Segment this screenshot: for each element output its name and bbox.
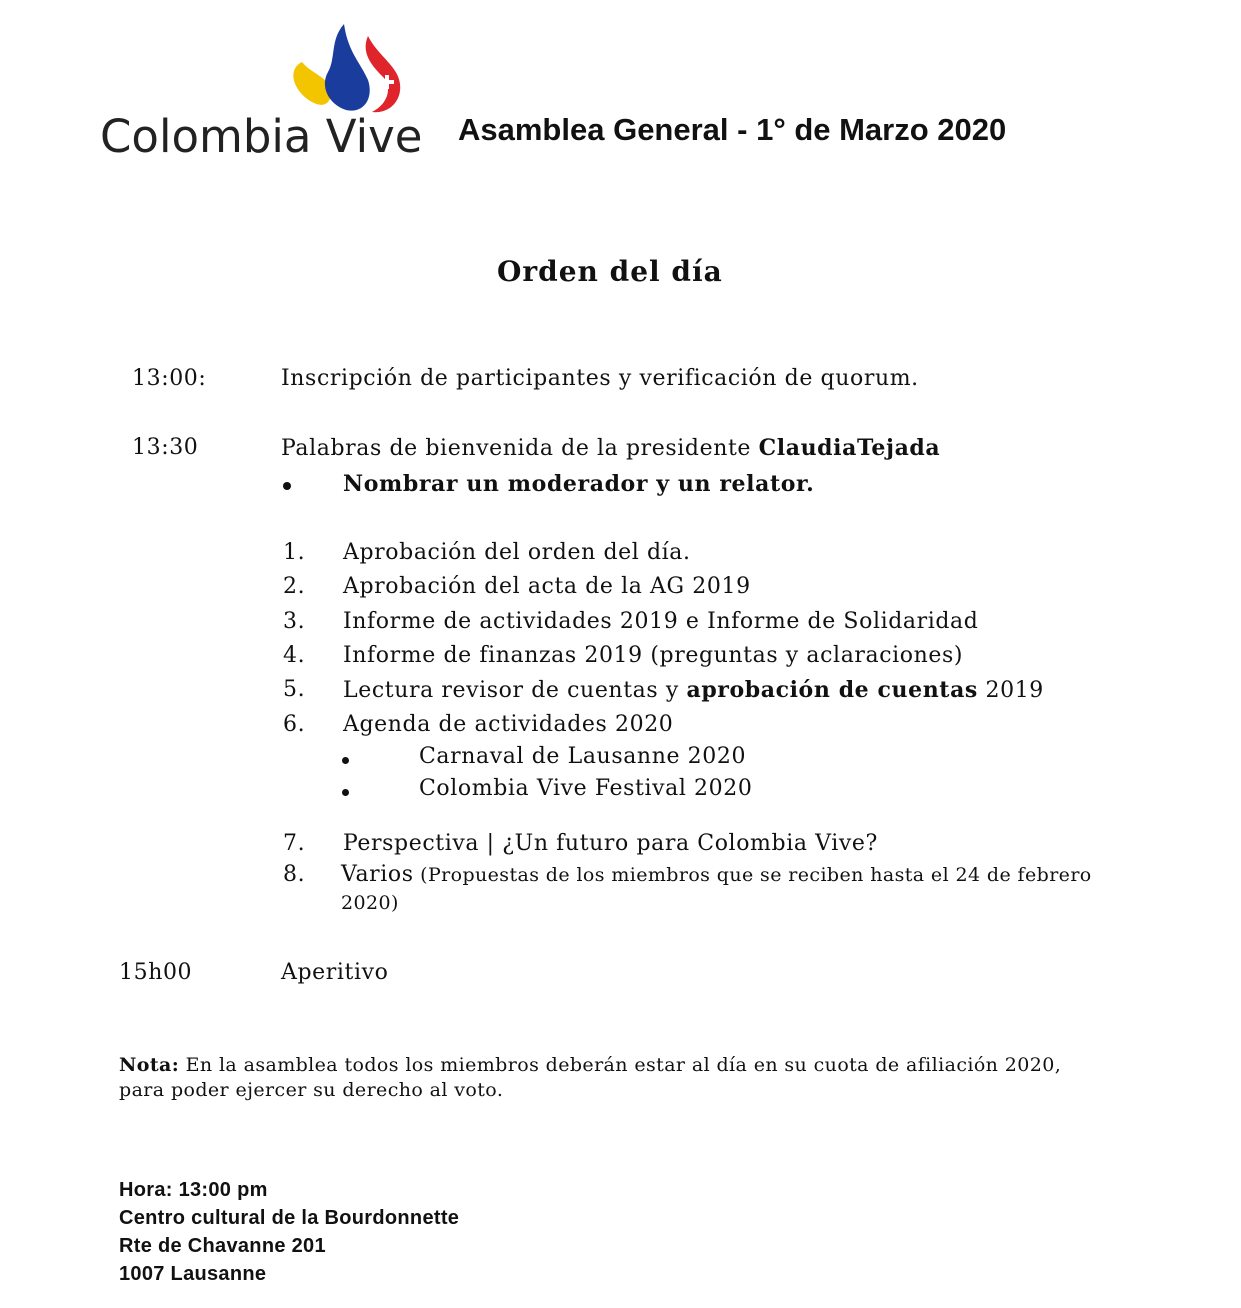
item-text-2: Aprobación del acta de la AG 2019 (343, 574, 751, 599)
time-1300: 13:00: (132, 366, 207, 391)
footer-street: Rte de Chavanne 201 (119, 1235, 326, 1257)
item-5-bold: aprobación de cuentas (686, 677, 978, 703)
item-text-4: Informe de finanzas 2019 (preguntas y aclaraciones) (343, 643, 964, 668)
item-num-3: 3. (283, 609, 306, 634)
item-text-3: Informe de actividades 2019 e Informe de Solidaridad (343, 609, 979, 634)
note-line-2: para poder ejercer su derecho al voto. (119, 1079, 504, 1101)
item-num-1: 1. (283, 540, 306, 565)
schedule-text-1300: Inscripción de participantes y verificación de quorum. (281, 366, 919, 391)
bullet-icon (283, 482, 291, 490)
item-text-5 (343, 677, 1044, 703)
time-1330: 13:30 (132, 435, 199, 460)
time-1500: 15h00 (119, 960, 193, 985)
colombia-vive-logo (98, 22, 428, 163)
item-text-1: Aprobación del orden del día. (343, 540, 691, 565)
item-5-lead: Lectura revisor de cuentas y (343, 678, 687, 703)
item-5-tail: 2019 (977, 678, 1044, 703)
footer-time: Hora: 13:00 pm (119, 1179, 268, 1201)
item-num-6: 6. (283, 712, 306, 737)
sub-item-2: Colombia Vive Festival 2020 (419, 776, 753, 801)
item-num-2: 2. (283, 574, 306, 599)
sub-bullet-icon (342, 789, 349, 796)
schedule-text-1330 (281, 435, 940, 461)
item-num-7: 7. (283, 831, 306, 856)
president-name: ClaudiaTejada (758, 435, 941, 461)
page-title: Orden del día (497, 255, 723, 288)
item-8-detail-line2: 2020) (341, 892, 399, 914)
welcome-text: Palabras de bienvenida de la presidente (281, 436, 759, 461)
bullet-main-text: Nombrar un moderador y un relator. (343, 471, 815, 497)
note-line-1 (119, 1054, 1061, 1076)
schedule-text-1500: Aperitivo (281, 960, 389, 985)
item-num-8: 8. (283, 862, 306, 887)
note-text-1: En la asamblea todos los miembros deberán estar al día en su cuota de afiliación 2020, (179, 1054, 1062, 1076)
footer-venue: Centro cultural de la Bourdonnette (119, 1207, 460, 1229)
footer-city: 1007 Lausanne (119, 1263, 267, 1285)
item-num-4: 4. (283, 643, 306, 668)
header-title: Asamblea General - 1° de Marzo 2020 (458, 112, 1007, 147)
item-text-7: Perspectiva | ¿Un futuro para Colombia Vive? (343, 831, 878, 856)
sub-item-1: Carnaval de Lausanne 2020 (419, 744, 747, 769)
sub-bullet-icon (342, 757, 349, 764)
item-num-5: 5. (283, 677, 306, 702)
item-text-6: Agenda de actividades 2020 (343, 712, 674, 737)
logo-text: Colombia Vive (100, 110, 423, 163)
item-8-detail: (Propuestas de los miembros que se reciben hasta el 24 de febrero (413, 864, 1092, 886)
note-label: Nota: (119, 1054, 180, 1076)
item-8-lead: Varios (341, 862, 414, 887)
item-text-8 (341, 862, 1092, 887)
